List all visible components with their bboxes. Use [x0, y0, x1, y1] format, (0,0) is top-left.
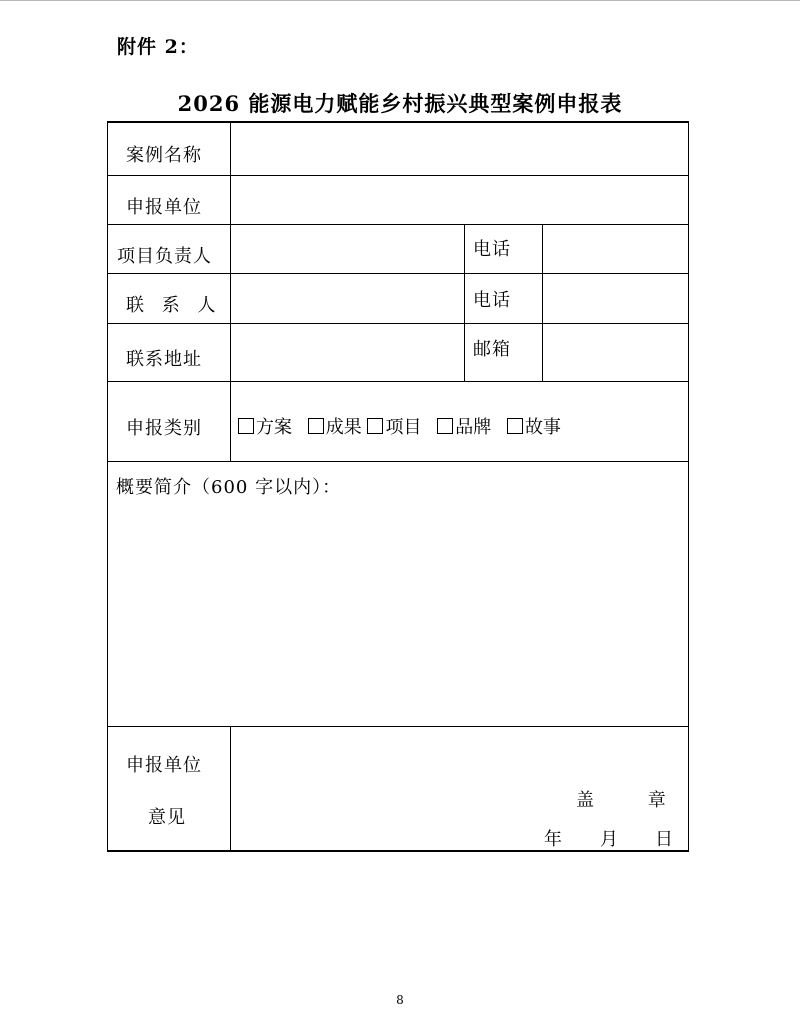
phone-label: 电话: [473, 290, 511, 311]
form-title: 2026 能源电力赋能乡村振兴典型案例申报表: [177, 91, 623, 116]
row-divider: [107, 323, 689, 324]
checkbox[interactable]: [308, 418, 324, 434]
table-left-border: [107, 121, 108, 852]
date-day-label: 日: [655, 829, 674, 850]
contact-phone-field[interactable]: [544, 275, 687, 322]
category-options: [238, 413, 561, 439]
attachment-label: 附件 2：: [117, 36, 199, 58]
project-lead-field[interactable]: [232, 226, 463, 272]
row-divider: [107, 726, 689, 727]
contact-person-field[interactable]: [232, 275, 463, 322]
category-label: 申报类别: [126, 418, 202, 439]
row-divider: [107, 461, 689, 462]
checkbox[interactable]: [507, 418, 523, 434]
label-column-divider: [230, 121, 231, 461]
category-option-brand[interactable]: 品牌: [437, 413, 491, 439]
label-column-divider: [230, 726, 231, 851]
row-divider: [107, 175, 689, 176]
category-option-result[interactable]: 成果: [308, 413, 362, 439]
applicant-unit-label: 申报单位: [126, 197, 202, 218]
contact-person-label: 联 系 人: [126, 295, 222, 316]
opinion-label-line2: 意见: [148, 807, 186, 828]
category-option-story[interactable]: 故事: [507, 413, 561, 439]
opinion-label-line1: 申报单位: [126, 755, 202, 776]
phone-label: 电话: [473, 239, 511, 260]
middle-column-divider: [542, 224, 543, 381]
page-number: 8: [396, 993, 404, 1007]
contact-address-label: 联系地址: [126, 349, 202, 370]
email-field[interactable]: [544, 325, 687, 380]
seal-label: 盖 章: [576, 790, 690, 811]
date-month-label: 月: [600, 829, 619, 850]
row-divider: [107, 273, 689, 274]
category-option-project[interactable]: 项目: [367, 413, 421, 439]
row-divider: [107, 381, 689, 382]
page-top-border: [0, 0, 800, 1]
case-name-label: 案例名称: [126, 145, 202, 166]
row-divider: [107, 224, 689, 225]
table-right-border: [688, 121, 689, 852]
contact-address-field[interactable]: [232, 325, 463, 380]
date-year-label: 年: [544, 829, 563, 850]
summary-label: 概要简介（600 字以内）：: [116, 477, 342, 498]
project-lead-label: 项目负责人: [117, 246, 212, 267]
applicant-unit-field[interactable]: [232, 177, 687, 223]
project-lead-phone-field[interactable]: [544, 226, 687, 272]
summary-field[interactable]: [109, 500, 687, 724]
checkbox[interactable]: [238, 418, 254, 434]
middle-column-divider: [464, 224, 465, 381]
category-option-plan[interactable]: 方案: [238, 413, 292, 439]
checkbox[interactable]: [367, 418, 383, 434]
checkbox[interactable]: [437, 418, 453, 434]
case-name-field[interactable]: [232, 123, 687, 174]
email-label: 邮箱: [473, 339, 511, 360]
